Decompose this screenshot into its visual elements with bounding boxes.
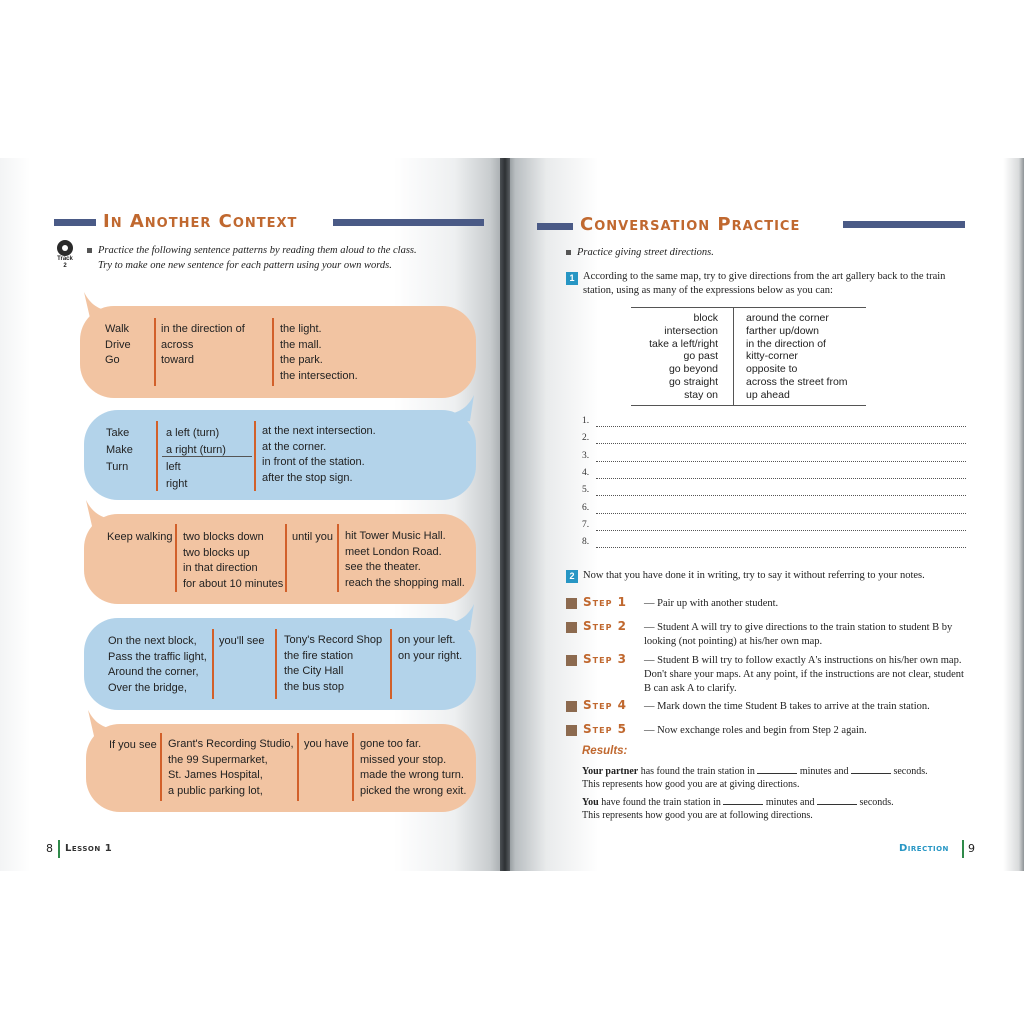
- phrase: Turn: [106, 461, 129, 473]
- heading-bar-left: [54, 219, 96, 226]
- line-number: 5.: [582, 485, 590, 496]
- phrase: the 99 Supermarket,: [168, 753, 268, 766]
- phrase: picked the wrong exit.: [360, 784, 467, 797]
- phrase: St. James Hospital,: [168, 769, 263, 781]
- dotted-line: [596, 530, 966, 531]
- expression-item: block: [693, 312, 718, 324]
- phrase: the light.: [280, 323, 322, 335]
- expression-item: farther up/down: [746, 324, 819, 337]
- result-line-2: [582, 795, 894, 808]
- divider: [337, 524, 339, 592]
- line-number: 6.: [582, 502, 590, 513]
- left-heading: In Another Context: [103, 211, 298, 232]
- bubble-3-col-1: [107, 530, 172, 546]
- phrase: a right (turn): [166, 444, 226, 456]
- right-instruction: [566, 245, 714, 260]
- phrase: right: [166, 478, 188, 490]
- minutes-blank[interactable]: [723, 795, 763, 805]
- expression-item: go past: [683, 350, 718, 363]
- phrase: until you: [292, 531, 333, 543]
- expression-item: around the corner: [746, 312, 829, 324]
- track-badge[interactable]: [54, 240, 76, 270]
- bubble-3-col-2: [183, 530, 283, 592]
- phrase: On the next block,: [108, 635, 197, 647]
- right-page-number: 9: [968, 842, 975, 855]
- result-note-2: This represents how good you are at following directions.: [582, 810, 813, 821]
- divider: [390, 629, 392, 699]
- phrase: the park.: [280, 354, 323, 366]
- step-square-icon: [566, 655, 577, 666]
- phrase: Tony's Record Shop: [284, 634, 383, 646]
- expressions-right-column: [746, 312, 848, 402]
- step-label: Step 4: [583, 698, 627, 712]
- left-page-number: 8: [46, 842, 53, 855]
- left-instruction: [87, 243, 417, 273]
- step-square-icon: [566, 622, 577, 633]
- answer-line[interactable]: [582, 414, 966, 431]
- bubble-4-col-2: [219, 634, 265, 650]
- result-text: minutes and: [765, 797, 815, 808]
- right-heading: Conversation Practice: [580, 214, 801, 235]
- step-text: [644, 700, 964, 714]
- phrase: the mall.: [280, 338, 322, 351]
- phrase: meet London Road.: [345, 545, 442, 558]
- track-label: Track: [57, 256, 73, 262]
- dotted-line: [596, 443, 966, 444]
- phrase: for about 10 minutes: [183, 577, 284, 590]
- answer-line[interactable]: [582, 466, 966, 483]
- step-body: Student A will try to give directions to the train station to student B by looking (not pointing) at his/her own map.: [644, 622, 953, 647]
- phrase: Take: [106, 427, 130, 439]
- line-number: 8.: [582, 537, 590, 548]
- task-1-number: 1: [566, 272, 578, 285]
- expression-item: go straight: [668, 375, 718, 388]
- bubble-4-col-1: [108, 634, 207, 696]
- step-text: [644, 724, 964, 738]
- step-text: [644, 621, 964, 649]
- phrase: made the wrong turn.: [360, 769, 464, 781]
- track-number: 2: [63, 263, 67, 269]
- phrase: at the corner.: [262, 440, 327, 453]
- step-square-icon: [566, 701, 577, 712]
- expression-item: across the street from: [746, 375, 848, 388]
- step-body: Mark down the time Student B takes to arrive at the train station.: [657, 701, 930, 712]
- results-title: Results:: [582, 745, 628, 757]
- right-page-label: Direction: [899, 843, 949, 854]
- phrase: the City Hall: [284, 665, 344, 677]
- line-number: 3.: [582, 450, 590, 461]
- seconds-blank[interactable]: [817, 795, 857, 805]
- phrase: toward: [161, 354, 195, 366]
- step-square-icon: [566, 725, 577, 736]
- phrase: in front of the station.: [262, 456, 365, 468]
- result-text: have found the train station in: [601, 797, 721, 808]
- page-rule: [962, 840, 964, 858]
- bullet-square-icon: [566, 250, 571, 255]
- bubble-1-col-2: [161, 322, 245, 369]
- line-number: 4.: [582, 467, 590, 478]
- audio-cd-icon: [57, 240, 73, 256]
- line-number: 7.: [582, 519, 590, 530]
- divider: [297, 733, 299, 801]
- divider: [212, 629, 214, 699]
- minutes-blank[interactable]: [757, 764, 797, 774]
- dotted-line: [596, 495, 966, 496]
- bubble-2-col-2: [166, 425, 226, 493]
- divider: [154, 318, 156, 386]
- bubble-4-col-4: [398, 633, 462, 664]
- phrase: Grant's Recording Studio,: [168, 738, 294, 750]
- result-subject: Your partner: [582, 766, 639, 777]
- answer-line[interactable]: [582, 431, 966, 448]
- phrase: you have: [304, 738, 349, 750]
- phrase: the bus stop: [284, 680, 344, 693]
- table-divider: [733, 308, 734, 405]
- divider: [175, 524, 177, 592]
- phrase: on your left.: [398, 634, 456, 646]
- expression-item: take a left/right: [649, 337, 718, 350]
- phrase: missed your stop.: [360, 753, 447, 766]
- bubble-5-col-4: [360, 737, 466, 799]
- task-2-text: Now that you have done it in writing, try to say it without referring to your notes.: [583, 570, 925, 581]
- phrase: Go: [105, 354, 120, 366]
- result-line-1: [582, 764, 928, 777]
- heading-bar-right: [333, 219, 484, 226]
- phrase: If you see: [109, 739, 157, 751]
- bubble-1-col-1: [105, 322, 131, 369]
- seconds-blank[interactable]: [851, 764, 891, 774]
- phrase: a left (turn): [166, 427, 220, 439]
- task-2-number: 2: [566, 570, 578, 583]
- instruction-line-2: Try to make one new sentence for each pattern using your own words.: [98, 260, 392, 271]
- heading-bar-right: [843, 221, 965, 228]
- step-label: Step 1: [583, 595, 627, 609]
- divider: [254, 421, 256, 491]
- divider: [275, 629, 277, 699]
- instruction-line-1: Practice the following sentence patterns by reading them aloud to the class.: [98, 245, 417, 256]
- pattern-bubble-1: [80, 306, 476, 398]
- heading-bar-left: [537, 223, 573, 230]
- step-square-icon: [566, 598, 577, 609]
- instruction-text: Practice giving street directions.: [577, 247, 714, 258]
- left-page-label: Lesson 1: [65, 843, 113, 854]
- expression-item: go beyond: [668, 363, 718, 376]
- result-text: seconds.: [893, 766, 928, 777]
- phrase: Keep walking: [107, 531, 173, 543]
- dotted-line: [596, 426, 966, 427]
- result-text: has found the train station in: [640, 766, 755, 777]
- result-subject: You: [582, 797, 599, 808]
- step-body: Now exchange roles and begin from Step 2 again.: [657, 725, 867, 736]
- answer-line[interactable]: [582, 449, 966, 466]
- expression-item: intersection: [664, 324, 718, 337]
- divider: [272, 318, 274, 386]
- line-number: 1.: [582, 416, 590, 426]
- expression-item: kitty-corner: [746, 350, 798, 363]
- step-text: [644, 597, 964, 611]
- phrase: two blocks up: [183, 546, 250, 559]
- step-label: Step 3: [583, 652, 627, 666]
- divider: [160, 733, 162, 801]
- answer-line[interactable]: [582, 535, 966, 552]
- bullet-square-icon: [87, 248, 92, 253]
- step-label: Step 5: [583, 722, 627, 736]
- expressions-left-column: [649, 312, 718, 402]
- task-1-text: According to the same map, try to give directions from the art gallery back to the train station, using as many of the expressions below as you can:: [583, 271, 946, 296]
- step-dash: —: [644, 598, 658, 609]
- divider: [285, 524, 287, 592]
- phrase: Over the bridge,: [108, 681, 187, 694]
- phrase: Walk: [105, 323, 130, 335]
- bubble-3-col-4: [345, 529, 465, 591]
- step-text: [644, 654, 964, 696]
- phrase: Drive: [105, 338, 131, 351]
- result-text: seconds.: [859, 797, 894, 808]
- bubble-5-col-3: [304, 737, 349, 753]
- answer-line[interactable]: [582, 501, 966, 518]
- step-body: Student B will try to follow exactly A's instructions on his/her own map. Don't share your maps. At any point, if the instructions are not clear, student B can ask A to clarify.: [644, 655, 964, 694]
- phrase: you'll see: [219, 635, 265, 647]
- phrase: the intersection.: [280, 369, 358, 382]
- result-note-1: This represents how good you are at giving directions.: [582, 779, 800, 790]
- phrase: two blocks down: [183, 531, 264, 543]
- bubble-3-col-3: [292, 530, 333, 546]
- dotted-line: [596, 547, 966, 548]
- phrase: after the stop sign.: [262, 471, 353, 484]
- step-dash: —: [644, 655, 658, 666]
- expression-item: opposite to: [746, 363, 798, 376]
- answer-line[interactable]: [582, 518, 966, 535]
- step-dash: —: [644, 725, 658, 736]
- bubble-4-col-3: [284, 633, 382, 695]
- phrase: left: [166, 461, 181, 473]
- phrase: the fire station: [284, 649, 354, 662]
- phrase: see the theater.: [345, 561, 421, 573]
- phrase: gone too far.: [360, 738, 422, 750]
- bubble-5-col-2: [168, 737, 294, 799]
- step-dash: —: [644, 622, 658, 633]
- expression-item: in the direction of: [746, 337, 826, 350]
- phrase: Pass the traffic light,: [108, 650, 207, 663]
- dotted-line: [596, 461, 966, 462]
- expression-item: up ahead: [746, 388, 790, 401]
- divider: [352, 733, 354, 801]
- bubble-1-col-3: [280, 322, 358, 384]
- expressions-table: [631, 307, 866, 406]
- phrase: on your right.: [398, 649, 463, 662]
- divider: [156, 421, 158, 491]
- page-rule: [58, 840, 60, 858]
- phrase: in that direction: [183, 562, 258, 574]
- book-gutter: [500, 158, 510, 871]
- phrase: Around the corner,: [108, 666, 199, 678]
- line-number: 2.: [582, 433, 590, 444]
- bubble-5-col-1: [109, 738, 157, 754]
- result-text: minutes and: [799, 766, 849, 777]
- step-body: Pair up with another student.: [657, 598, 779, 609]
- step-label: Step 2: [583, 619, 627, 633]
- phrase: at the next intersection.: [262, 425, 376, 437]
- separator-line: [162, 456, 252, 457]
- bubble-2-col-3: [262, 424, 376, 486]
- phrase: reach the shopping mall.: [345, 576, 465, 589]
- bubble-2-col-1: [106, 425, 133, 476]
- dotted-line: [596, 513, 966, 514]
- phrase: a public parking lot,: [168, 784, 263, 797]
- phrase: across: [161, 338, 194, 351]
- answer-line[interactable]: [582, 483, 966, 500]
- expression-item: stay on: [684, 388, 718, 401]
- phrase: hit Tower Music Hall.: [345, 530, 446, 542]
- step-dash: —: [644, 701, 658, 712]
- dotted-line: [596, 478, 966, 479]
- phrase: Make: [106, 444, 133, 456]
- phrase: in the direction of: [161, 323, 245, 335]
